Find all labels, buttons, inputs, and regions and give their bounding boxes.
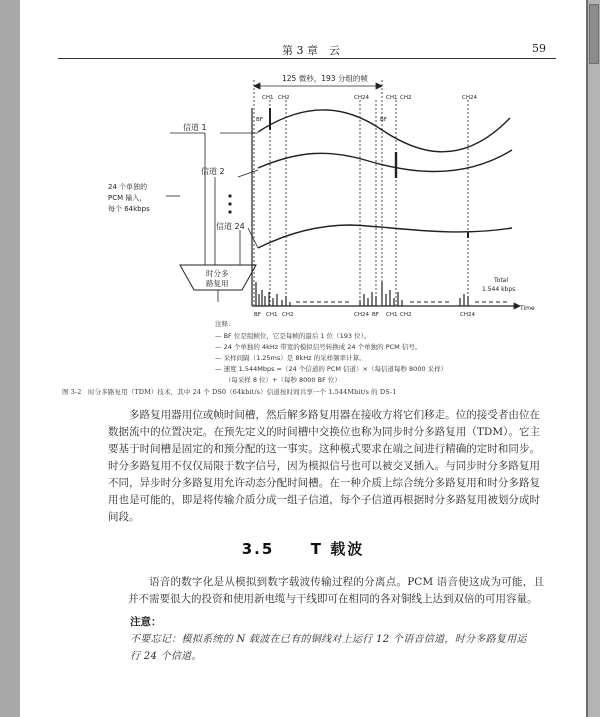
running-header-chapter: 第 3 章 云: [282, 44, 340, 57]
channel-1-label: 信道 1: [183, 123, 207, 132]
page-number: 59: [532, 42, 546, 55]
total-label-line: Total: [494, 277, 509, 284]
notes-title: 注释：: [215, 320, 235, 328]
slot-label: CH1: [386, 95, 398, 101]
bottom-slot-label: CH24: [460, 312, 475, 318]
channel-2-arrow: [238, 170, 258, 177]
scrollbar-thumb[interactable]: [589, 4, 599, 64]
mux-label-line: 时分多: [206, 269, 229, 278]
bottom-slot-label: CH1: [266, 312, 278, 318]
section-number: 3.5: [241, 540, 275, 558]
channel-24-arrow: [248, 228, 258, 248]
slot-label: CH24: [462, 95, 477, 101]
channel-24-wave: [258, 225, 512, 248]
input-label-line: 每个 64kbps: [108, 205, 150, 213]
bottom-slot-label: CH24: [354, 312, 369, 318]
slot-label: CH2: [400, 95, 412, 101]
slot-label: CH24: [354, 95, 369, 101]
bottom-slot-label: CH2: [282, 312, 294, 318]
body-paragraph-2: 语音的数字化是从模拟到数字载波传输过程的分离点。PCM 语音使这成为可能，且并不需要很大的投资和使用新电缆与干线即可在相同的各对铜线上达到双倍的可用容量。: [128, 576, 544, 605]
bottom-slot-label: CH1: [386, 312, 398, 318]
bf-mark: BF: [380, 117, 387, 123]
notes-line: （每采样 8 位）+（每秒 8000 BF 位）: [215, 376, 341, 384]
bottom-slot-label: CH2: [400, 312, 412, 318]
input-label-line: PCM 输入，: [108, 194, 147, 202]
channel-24-label: 信道 24: [216, 222, 245, 231]
notes-line: — 采样间隔（1.25ms）是 8kHz 的采样频率计算。: [215, 354, 366, 362]
bf-mark: BF: [256, 117, 263, 123]
slot-label: CH2: [278, 95, 290, 101]
arrow-head-right: [376, 83, 382, 89]
bottom-bf-mark: BF: [254, 312, 261, 318]
frame-span-label: 125 微秒，193 分组的帧: [282, 74, 368, 83]
channel-2-wave: [258, 150, 512, 172]
arrow-head-left: [254, 83, 260, 89]
notes-line: — 速度 1.544Mbps =（24 个信道的 PCM 信道）×（每信道每秒 8000 采样）: [215, 365, 448, 373]
body-paragraph-1: 多路复用器用位或帧时间槽，然后解多路复用器在接收方将它们移走。位的接受者由位在数据流中的位置决定。在预先定义的时间槽中交换位也称为同步时分多路复用（TDM）。它主要基于时间槽是固定的和预分配的这一事实。这种模式要求在端之间进行精确的定时和同步。时分多路复用不仅仅局限于数字信号，因为模拟信号也可以被交叉插入。与同步时分多路复用不同，异步时分多路复用允许动态分配时间槽。在一种介质上综合统分多路复用和时分多路复用也是可能的，即是将传输介质分成一组子信道，每个子信道再根据时分多路复用被划分成时间段。: [108, 409, 540, 523]
notes-line: — BF 位是组帧位，它是每帧的最后 1 位（193 位）。: [215, 332, 371, 340]
input-label-line: 24 个单独的: [108, 183, 148, 191]
slot-label: CH1: [262, 95, 274, 101]
section-heading: [20, 538, 586, 559]
note-label: 注意：: [130, 616, 162, 628]
notes-line: — 24 个单独的 4kHz 带宽的模拟信号转换成 24 个单独的 PCM 信号。: [215, 343, 422, 351]
document-page: [20, 0, 586, 717]
pcm-pulse-train: [256, 282, 468, 306]
tdm-figure: [20, 0, 586, 400]
mux-label-line: 路复用: [206, 279, 229, 288]
note-body: 不要忘记：模拟系统的 N 载波在已有的铜线对上运行 12 个语音信道，时分多路复用运行 24 个信道。: [130, 634, 527, 662]
vertical-scrollbar[interactable]: [588, 0, 600, 717]
section-title: T 载波: [310, 540, 365, 558]
channel-2-label: 信道 2: [201, 167, 225, 176]
time-axis-label: Time: [520, 305, 535, 312]
bottom-bf-mark: BF: [372, 312, 379, 318]
total-label-line: 1.544 kbps: [482, 286, 516, 293]
figure-caption: 图 3-2 时分多路复用（TDM）技术，其中 24 个 DS0（64kbit/s）信道按时间共享一个 1.544Mbit/s 的 DS-1: [62, 388, 397, 396]
